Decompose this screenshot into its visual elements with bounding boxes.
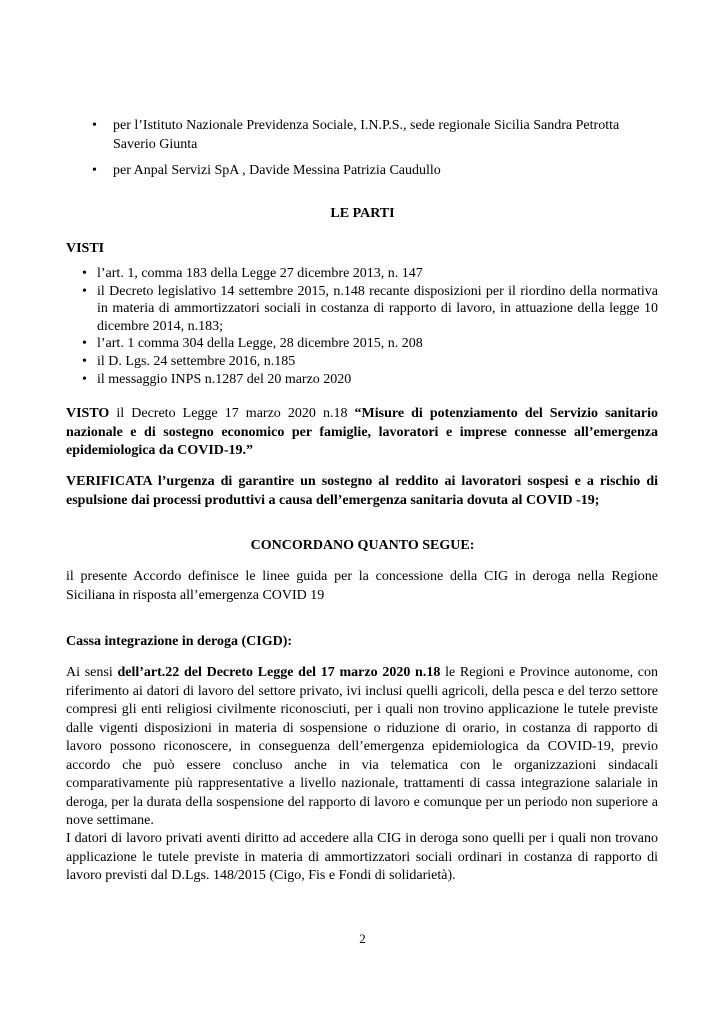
le-parti-heading: LE PARTI [330,206,395,221]
bullet-inps-line1: per l’Istituto Nazionale Previdenza Sociale, I.N.P.S., sede regionale Sicilia Sandra Petrotta [113,118,620,133]
bullet-dot: • [92,118,97,133]
verificata-paragraph: VERIFICATA l’urgenza di garantire un sostegno al reddito ai lavoratori sospesi e a rischio di espulsione dai processi produttivi a causa dell’emergenza sanitaria dovuta al COVID -19; [66,474,658,508]
visti-item-text: l’art. 1, comma 183 della Legge 27 dicembre 2013, n. 147 [97,266,423,281]
bullet-dot: • [82,371,87,387]
bullet-dot: • [82,353,87,369]
visto-paragraph [66,405,658,461]
visto-label: VISTO [66,406,110,421]
page-number: 2 [359,931,366,946]
visti-item [80,371,658,389]
cigd-paragraph-1 [66,664,658,831]
bullet-dot: • [82,283,87,299]
visti-item [80,335,658,353]
bullet-anpal: per Anpal Servizi SpA , Davide Messina Patrizia Caudullo [113,163,441,178]
bullet-dot: • [92,163,97,178]
visti-item-text: l’art. 1 comma 304 della Legge, 28 dicembre 2015, n. 208 [97,336,423,352]
bullet-dot: • [82,336,87,352]
visti-item-text: il D. Lgs. 24 settembre 2016, n.185 [97,353,296,369]
cigd-heading: Cassa integrazione in deroga (CIGD): [66,634,293,649]
cigd-p1-post: le Regioni e Province autonome, con riferimento ai datori di lavoro del settore privato, ivi inclusi quelli agricoli, della pesca e del terzo settore compresi gli enti religiosi civilmente riconosciuti, per i quali non trovino applicazione le tutele previste dalle vigenti disposizioni in materia di sospensione o riduzione di orario, in costanza di rapporto di lavoro possono riconoscere, in conseguenza dell’emergenza epidemiologica da COVID-19, previo accordo che può essere concluso anche in via telematica con le organizzazioni sindacali comparativamente più rappresentative a livello nazionale, trattamenti di cassa integrazione salariale in deroga, per la durata della sospensione del rapporto di lavoro e comunque per un periodo non superiore a nove settimane. [66,665,659,828]
visti-item [80,283,658,336]
bullet-inps [113,117,633,154]
visti-item-text: il Decreto legislativo 14 settembre 2015, n.148 recante disposizioni per il riordino della normativa in materia di ammortizzatori sociali in costanza di rapporto di lavoro, in attuazione della legge 10 dicembre 2014, n.183; [97,283,658,334]
accordo-paragraph: il presente Accordo definisce le linee guida per la concessione della CIG in deroga nella Regione Siciliana in risposta all’emergenza COVID 19 [66,569,658,603]
cigd-p1-pre: Ai sensi [66,665,118,680]
bullet-dot: • [82,266,87,281]
cigd-p1-decree: dell’art.22 del Decreto Legge del 17 marzo 2020 n.18 [117,665,441,680]
visto-title: “Misure di potenziamento del Servizio sanitario nazionale e di sostegno economico per famiglie, lavoratori e imprese connesse all’emergenza epidemiologica da COVID-19.” [66,406,658,458]
bullet-inps-line2: Saverio Giunta [113,136,198,152]
cigd-paragraph-2: I datori di lavoro privati aventi diritto ad accedere alla CIG in deroga sono quelli per i quali non trovano applicazione le tutele previste in materia di ammortizzatori sociali ordinari in costanza di rapporto di lavoro previsti dal D.Lgs. 148/2015 (Cigo, Fis e Fondi di solidarietà). [66,831,658,883]
visti-item-text: il messaggio INPS n.1287 del 20 marzo 2020 [97,371,352,387]
visti-list [80,265,658,388]
visto-text: il Decreto Legge 17 marzo 2020 n.18 [109,406,355,421]
visti-item [80,265,658,283]
concordano-heading: CONCORDANO QUANTO SEGUE: [250,538,475,553]
visti-item [80,353,658,371]
visti-heading: VISTI [66,241,105,256]
